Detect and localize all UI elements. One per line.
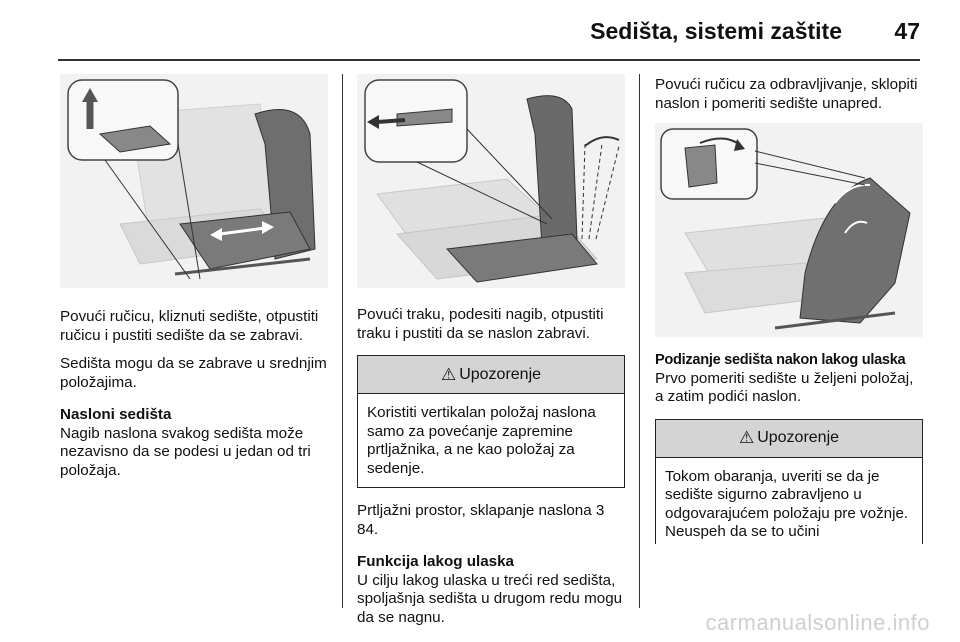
section-heading: Funkcija lakog ulaska [357, 553, 514, 570]
warning-header [358, 356, 624, 394]
paragraph: Nagib naslona svakog sedišta može nezavisno da se podesi u jedan od tri položaja. [60, 424, 311, 479]
paragraph: Povući traku, podesiti nagib, otpustiti traku i pustiti da se naslon zabravi. [357, 306, 604, 342]
warning-box [655, 419, 923, 544]
paragraph: Povući ručicu za odbravljivanje, sklopiti naslon i pomeriti sedište unapred. [655, 76, 918, 112]
paragraph: U cilju lakog ulaska u treći red sedišta, spoljašnja sedišta u drugom redu mogu da se nagnu. [357, 571, 623, 626]
column-divider-2 [639, 74, 640, 608]
section-heading: Nasloni sedišta [60, 406, 172, 423]
column-3 [655, 74, 923, 544]
section-heading: Podizanje sedišta nakon lakog ulaska [655, 352, 906, 368]
column-2 [357, 74, 625, 627]
page-number: 47 [894, 18, 920, 44]
warning-title: Upozorenje [757, 429, 840, 446]
warning-box [357, 355, 625, 488]
easy-entry-illustration [655, 123, 923, 337]
watermark: carmanualsonline.info [705, 610, 930, 635]
column-1 [60, 74, 328, 480]
header-divider [58, 59, 920, 61]
column-divider-1 [342, 74, 343, 608]
warning-text: Koristiti vertikalan položaj naslona samo za povećanje zapremine prtljažnika, a ne kao položaj za sedenje. [367, 404, 596, 477]
backrest-recline-illustration [357, 74, 625, 288]
page-reference-icon: 3 [595, 502, 605, 519]
warning-triangle-icon: ⚠ [440, 364, 457, 384]
warning-title: Upozorenje [459, 365, 542, 383]
warning-triangle-icon: ⚠ [738, 428, 755, 447]
warning-text: Tokom obaranja, uveriti se da je sedište sigurno zabravljeno u odgovarajućem položaju pre vožnje. Neuspeh da se to učini [665, 467, 909, 540]
warning-header [656, 420, 922, 458]
paragraph: Sedišta mogu da se zabrave u srednjim položajima. [60, 355, 327, 391]
page-header [0, 0, 960, 62]
cross-reference-paragraph [357, 502, 625, 539]
page-title: Sedišta, sistemi zaštite [590, 18, 842, 44]
paragraph: Povući ručicu, kliznuti sedište, otpustiti ručicu i pustiti sedište da se zabravi. [60, 308, 319, 344]
paragraph: Prvo pomeriti sedište u željeni položaj, a zatim podići naslon. [655, 369, 914, 405]
paragraph-text: Prtljažni prostor, sklapanje naslona [357, 502, 596, 519]
page-reference: 84. [357, 520, 379, 538]
seat-slide-illustration [60, 74, 328, 288]
